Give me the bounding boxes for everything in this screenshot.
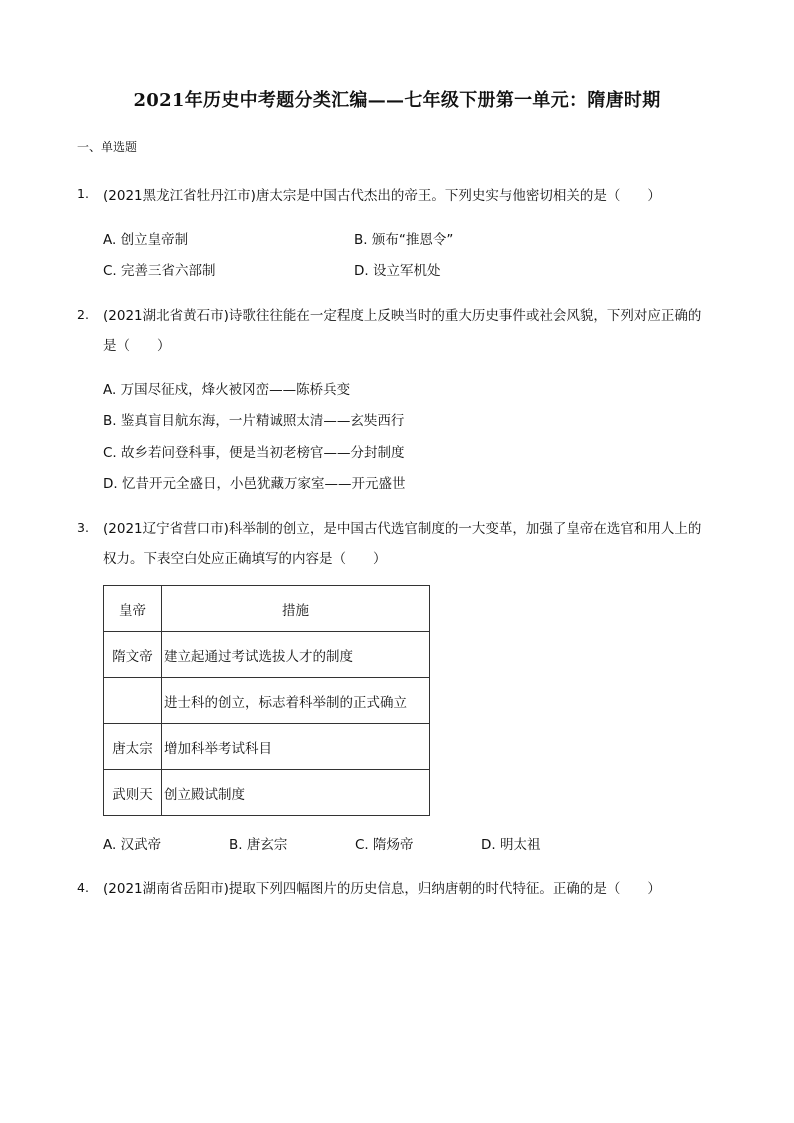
question-text: (2021辽宁省营口市)科举制的创立，是中国古代选官制度的一大变革，加强了皇帝在选官和用人上的	[103, 521, 702, 537]
option-a: A. 万国尽征戍，烽火被冈峦——陈桥兵变	[103, 382, 351, 398]
option-b: B. 鉴真盲目航东海，一片精诚照太清——玄奘西行	[103, 413, 405, 429]
option-d: D. 明太祖	[481, 837, 541, 853]
question-text-continued: 是（ ）	[103, 338, 171, 354]
table-row	[104, 724, 430, 770]
emperor-measures-table	[103, 585, 430, 816]
option-c: C. 故乡若问登科事，便是当初老榜官——分封制度	[103, 445, 405, 461]
question-number: 2.	[77, 307, 89, 322]
question-number: 4.	[77, 880, 89, 895]
table-row	[104, 678, 430, 724]
section-heading: 一、单选题	[77, 140, 138, 154]
table-cell-blank	[104, 678, 162, 724]
table-cell-emperor: 武则天	[104, 770, 162, 816]
page-title: 2021年历史中考题分类汇编——七年级下册第一单元：隋唐时期	[133, 90, 661, 111]
question-text: (2021湖南省岳阳市)提取下列四幅图片的历史信息，归纳唐朝的时代特征。正确的是（ ）	[103, 881, 661, 897]
option-d: D. 忆昔开元全盛日，小邑犹藏万家室——开元盛世	[103, 476, 406, 492]
table-cell-measure: 建立起通过考试选拔人才的制度	[162, 632, 430, 678]
option-b: B. 颁布“推恩令”	[354, 232, 454, 248]
table-cell-measure: 创立殿试制度	[162, 770, 430, 816]
question-text: (2021黑龙江省牡丹江市)唐太宗是中国古代杰出的帝王。下列史实与他密切相关的是（ ）	[103, 188, 661, 204]
option-c: C. 隋炀帝	[355, 837, 414, 853]
option-d: D. 设立军机处	[354, 263, 441, 279]
table-cell-emperor: 唐太宗	[104, 724, 162, 770]
question-text-continued: 权力。下表空白处应正确填写的内容是（ ）	[103, 551, 387, 567]
table-cell-measure: 增加科举考试科目	[162, 724, 430, 770]
question-number: 1.	[77, 186, 89, 201]
option-a: A. 汉武帝	[103, 837, 162, 853]
question-number: 3.	[77, 520, 89, 535]
option-a: A. 创立皇帝制	[103, 232, 189, 248]
option-c: C. 完善三省六部制	[103, 263, 216, 279]
table-header-cell: 措施	[162, 586, 430, 632]
table-row	[104, 632, 430, 678]
table-cell-emperor: 隋文帝	[104, 632, 162, 678]
table-cell-measure: 进士科的创立，标志着科举制的正式确立	[162, 678, 430, 724]
table-header-row	[104, 586, 430, 632]
option-b: B. 唐玄宗	[229, 837, 288, 853]
table-header-cell: 皇帝	[104, 586, 162, 632]
table-row	[104, 770, 430, 816]
question-text: (2021湖北省黄石市)诗歌往往能在一定程度上反映当时的重大历史事件或社会风貌，下列对应正确的	[103, 308, 702, 324]
